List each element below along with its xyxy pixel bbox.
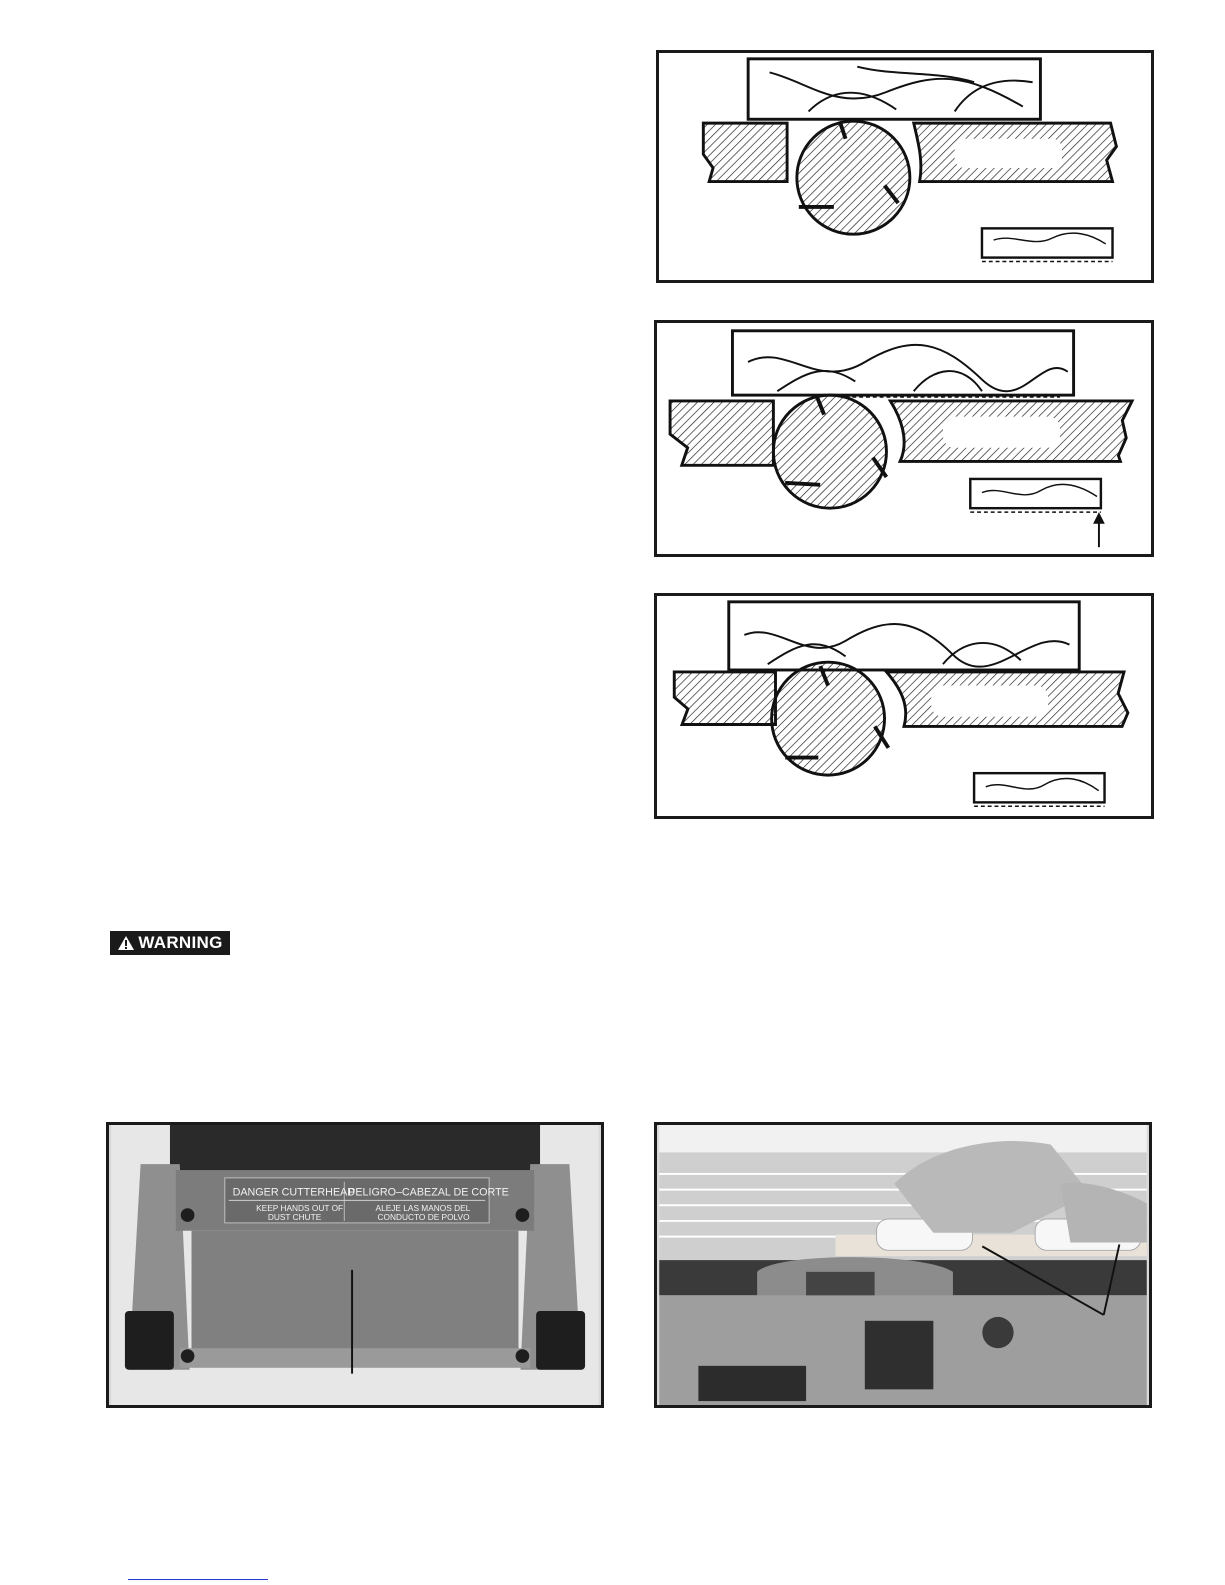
danger-label-line2-right-a: ALEJE LAS MANOS DEL bbox=[375, 1203, 471, 1214]
jointer-diagram-2 bbox=[657, 323, 1151, 554]
figure-diagram-2 bbox=[654, 320, 1154, 557]
warning-triangle-icon bbox=[117, 935, 135, 951]
danger-label-line1-left: DANGER CUTTERHEAD bbox=[232, 1186, 356, 1199]
push-blocks-photo bbox=[657, 1125, 1149, 1405]
danger-label-line2-left-b: DUST CHUTE bbox=[267, 1211, 322, 1222]
jointer-dust-chute-photo bbox=[109, 1125, 601, 1405]
figure-diagram-1 bbox=[656, 50, 1154, 283]
warning-badge bbox=[110, 931, 230, 955]
photo-dust-chute bbox=[106, 1122, 604, 1408]
photo-push-blocks bbox=[654, 1122, 1152, 1408]
footer-link-underline[interactable] bbox=[128, 1579, 268, 1580]
danger-label-line2-left-a: KEEP HANDS OUT OF bbox=[256, 1203, 344, 1214]
figure-diagram-3 bbox=[654, 593, 1154, 819]
jointer-diagram-1 bbox=[659, 53, 1151, 280]
warning-label: WARNING bbox=[138, 933, 223, 952]
danger-label-line1-right: PELIGRO–CABEZAL DE CORTE bbox=[348, 1186, 509, 1199]
jointer-diagram-3 bbox=[657, 596, 1151, 816]
danger-label-line2-right-b: CONDUCTO DE POLVO bbox=[377, 1211, 470, 1222]
